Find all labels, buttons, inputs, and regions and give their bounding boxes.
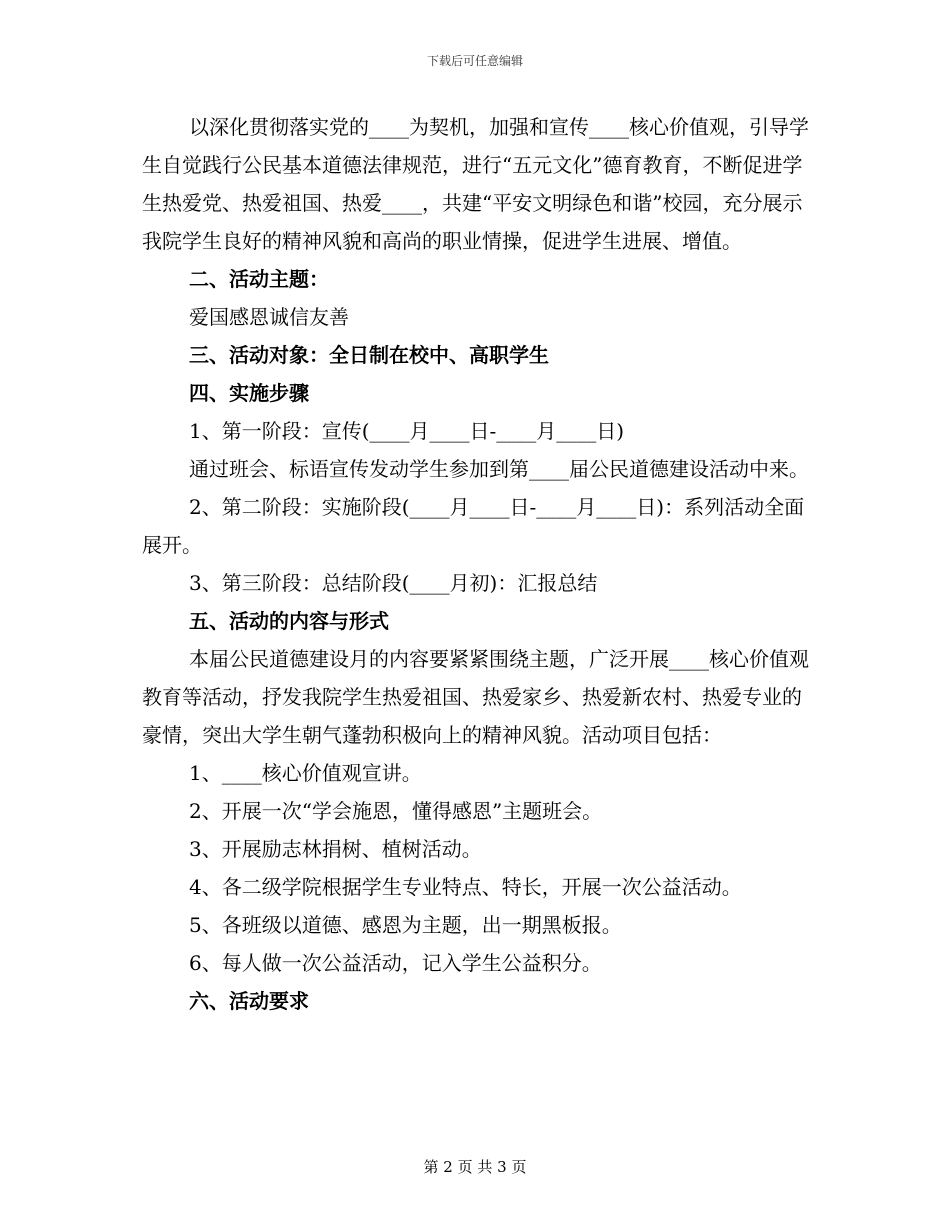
section-heading-steps: 四、实施步骤 [189, 381, 309, 405]
activity-item-4: 4、各二级学院根据学生专业特点、特长，开展一次公益活动。 [189, 875, 742, 899]
section-heading-content: 五、活动的内容与形式 [189, 609, 389, 633]
document-body [142, 108, 810, 1020]
page-footer-number: 第 2 页 共 3 页 [423, 1158, 527, 1176]
section-heading-audience: 三、活动对象：全日制在校中、高职学生 [189, 343, 549, 367]
step-3: 3、第三阶段：总结阶段(____月初)：汇报总结 [189, 571, 598, 595]
content-paragraph: 本届公民道德建设月的内容要紧紧围绕主题，广泛开展____核心价值观教育等活动，抒发我院学生热爱祖国、热爱家乡、热爱新农村、热爱专业的豪情，突出大学生朝气蓬勃积极向上的精神风貌。活动项目包括： [142, 647, 809, 747]
step-1-detail: 通过班会、标语宣传发动学生参加到第____届公民道德建设活动中来。 [189, 457, 809, 481]
intro-paragraph: 以深化贯彻落实党的____为契机，加强和宣传____核心价值观，引导学生自觉践行公民基本道德法律规范，进行“五元文化”德育教育，不断促进学生热爱党、热爱祖国、热爱____，共建“平安文明绿色和谐”校园，充分展示我院学生良好的精神风貌和高尚的职业情操，促进学生进展、增值。 [142, 115, 809, 253]
section-heading-theme: 二、活动主题： [189, 267, 329, 291]
activity-item-3: 3、开展励志林捐树、植树活动。 [189, 837, 482, 861]
step-2: 2、第二阶段：实施阶段(____月____日-____月____日)：系列活动全面展开。 [142, 495, 805, 557]
activity-item-6: 6、每人做一次公益活动，记入学生公益积分。 [189, 951, 602, 975]
activity-item-5: 5、各班级以道德、感恩为主题，出一期黑板报。 [189, 913, 622, 937]
activity-item-2: 2、开展一次“学会施恩，懂得感恩”主题班会。 [189, 799, 603, 823]
page-header-note: 下载后可任意编辑 [426, 54, 523, 68]
step-1: 1、第一阶段：宣传(____月____日-____月____日) [189, 419, 625, 443]
theme-text: 爱国感恩诚信友善 [189, 305, 349, 329]
section-heading-requirements: 六、活动要求 [189, 989, 309, 1013]
activity-item-1: 1、____核心价值观宣讲。 [189, 761, 422, 785]
